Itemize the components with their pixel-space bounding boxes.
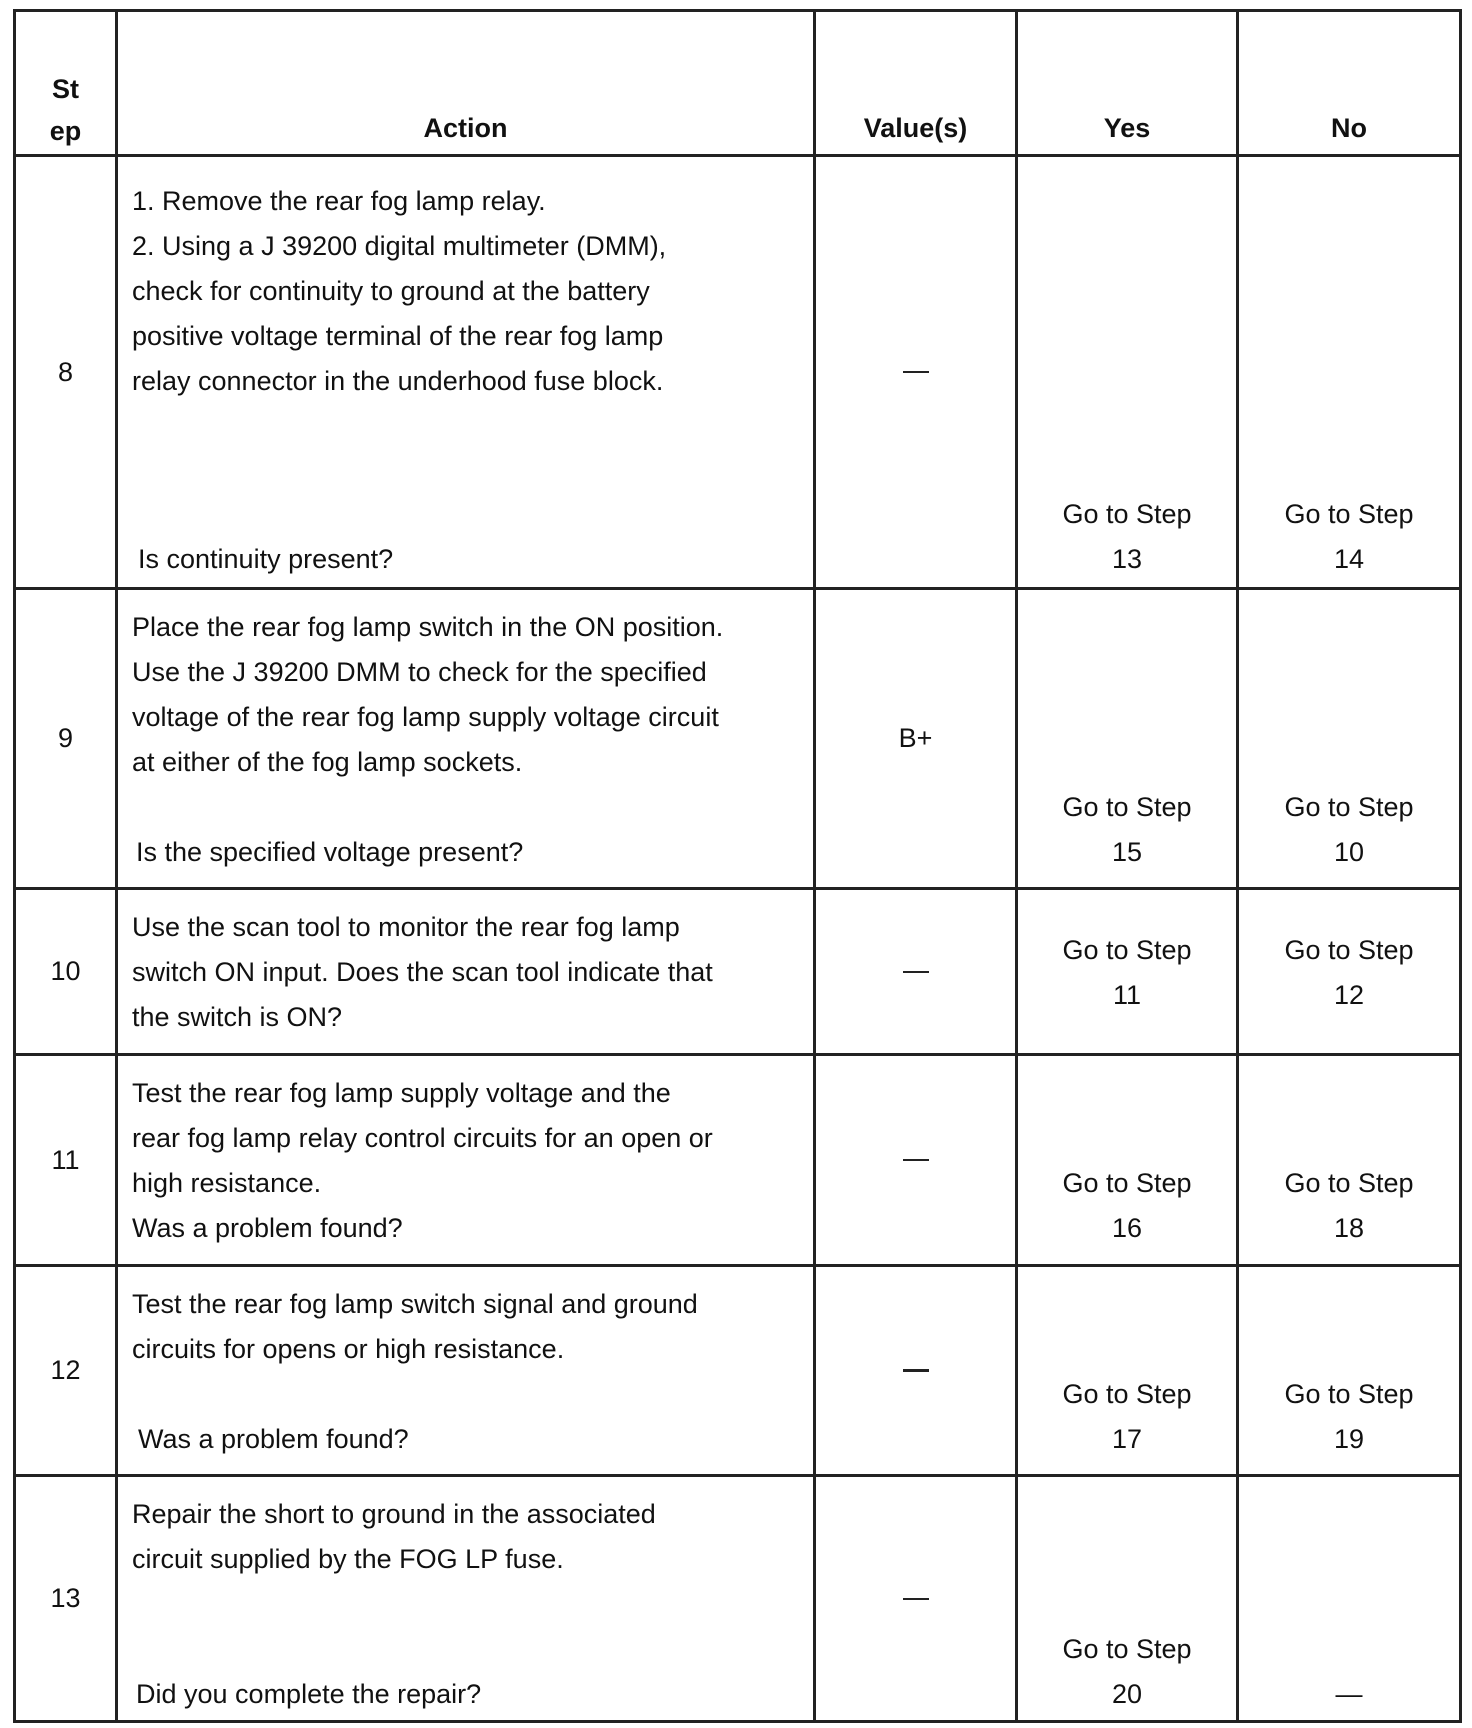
action-line: high resistance. [132,1168,322,1198]
no-goto-label: Go to Step [1284,1168,1414,1198]
no-goto-label: Go to Step [1284,792,1414,822]
action-line: Use the scan tool to monitor the rear fog lamp [132,912,680,942]
action-cell [118,1056,816,1264]
header-values-cell [816,12,1018,154]
action-line: Was a problem found? [132,1213,403,1243]
action-cell [118,590,816,887]
no-goto-step: 18 [1333,1213,1365,1243]
yes-goto-label: Go to Step [1062,499,1192,529]
yes-goto-label: Go to Step [1062,1168,1192,1198]
diagnostic-table [13,9,1462,1723]
yes-goto-step: 15 [1111,837,1143,867]
table-row [16,1056,1459,1267]
action-cell [118,890,816,1053]
no-cell [1239,890,1459,1053]
header-yes-cell [1018,12,1239,154]
action-line: voltage of the rear fog lamp supply voltage circuit [132,702,719,732]
action-question: Is the specified voltage present? [136,837,524,867]
yes-cell [1018,157,1239,587]
action-line: Use the J 39200 DMM to check for the specified [132,657,707,687]
value-cell [816,157,1018,587]
action-line: check for continuity to ground at the battery [132,276,650,306]
no-cell [1239,1267,1459,1474]
header-no-cell [1239,12,1459,154]
value-cell: B+ [816,590,1018,887]
no-goto-step: 19 [1333,1424,1365,1454]
action-line: rear fog lamp relay control circuits for an open or [132,1123,713,1153]
table-row [16,890,1459,1056]
no-goto-step: 14 [1333,544,1365,574]
no-goto-label: Go to Step [1284,499,1414,529]
yes-goto-step: 20 [1111,1679,1143,1709]
no-goto-step: 12 [1333,980,1365,1010]
action-line: circuits for opens or high resistance. [132,1334,565,1364]
no-dash: — [1335,1679,1363,1709]
no-cell [1239,157,1459,587]
action-cell [118,1267,816,1474]
header-no: No [1331,113,1367,143]
action-line: Repair the short to ground in the associated [132,1499,656,1529]
yes-goto-step: 11 [1112,980,1142,1010]
yes-goto-label: Go to Step [1062,1379,1192,1409]
yes-goto-step: 16 [1111,1213,1143,1243]
step-number: 11 [16,1056,118,1264]
value-cell [816,890,1018,1053]
header-action: Action [423,113,508,143]
header-action-cell [118,12,816,154]
action-line: Place the rear fog lamp switch in the ON position. [132,612,724,642]
yes-goto-step: 17 [1111,1424,1143,1454]
action-line: positive voltage terminal of the rear fog lamp [132,321,664,351]
table-row [16,590,1459,890]
action-line: the switch is ON? [132,1002,343,1032]
step-number: 13 [16,1477,118,1720]
value-dash [903,1159,929,1161]
value-cell [816,1267,1018,1474]
yes-cell [1018,1267,1239,1474]
header-yes: Yes [1103,113,1151,143]
value-dash [903,1369,929,1372]
action-line: switch ON input. Does the scan tool indicate that [132,957,713,987]
header-values: Value(s) [863,113,968,143]
action-line: 1. Remove the rear fog lamp relay. [132,186,546,216]
no-goto-step: 10 [1333,837,1365,867]
action-line: Test the rear fog lamp switch signal and ground [132,1289,698,1319]
value-dash [903,971,929,973]
yes-goto-label: Go to Step [1062,792,1192,822]
value-cell [816,1056,1018,1264]
no-cell [1239,1056,1459,1264]
table-header-row [16,12,1459,157]
header-step-line2: ep [49,116,82,146]
yes-cell [1018,1477,1239,1720]
value-dash [903,1598,929,1600]
step-number: 12 [16,1267,118,1474]
table-row [16,1267,1459,1477]
yes-goto-label: Go to Step [1062,935,1192,965]
no-cell [1239,1477,1459,1720]
yes-cell [1018,1056,1239,1264]
value-cell [816,1477,1018,1720]
action-line: relay connector in the underhood fuse block. [132,366,664,396]
table-row [16,1477,1459,1720]
yes-goto-step: 13 [1111,544,1143,574]
action-line: at either of the fog lamp sockets. [132,747,523,777]
step-number: 9 [16,590,118,887]
no-goto-label: Go to Step [1284,1379,1414,1409]
action-question: Did you complete the repair? [136,1679,482,1709]
yes-cell [1018,890,1239,1053]
step-number: 10 [16,890,118,1053]
action-cell [118,157,816,587]
table-row [16,157,1459,590]
action-question: Is continuity present? [138,544,394,574]
yes-goto-label: Go to Step [1062,1634,1192,1664]
header-step-line1: St [52,74,79,104]
action-line: 2. Using a J 39200 digital multimeter (DMM), [132,231,667,261]
no-cell [1239,590,1459,887]
yes-cell [1018,590,1239,887]
action-question: Was a problem found? [138,1424,409,1454]
value-dash [903,371,929,373]
step-number: 8 [16,157,118,587]
header-step-cell [16,12,118,154]
action-line: Test the rear fog lamp supply voltage and the [132,1078,671,1108]
action-line: circuit supplied by the FOG LP fuse. [132,1544,564,1574]
no-goto-label: Go to Step [1284,935,1414,965]
action-cell [118,1477,816,1720]
